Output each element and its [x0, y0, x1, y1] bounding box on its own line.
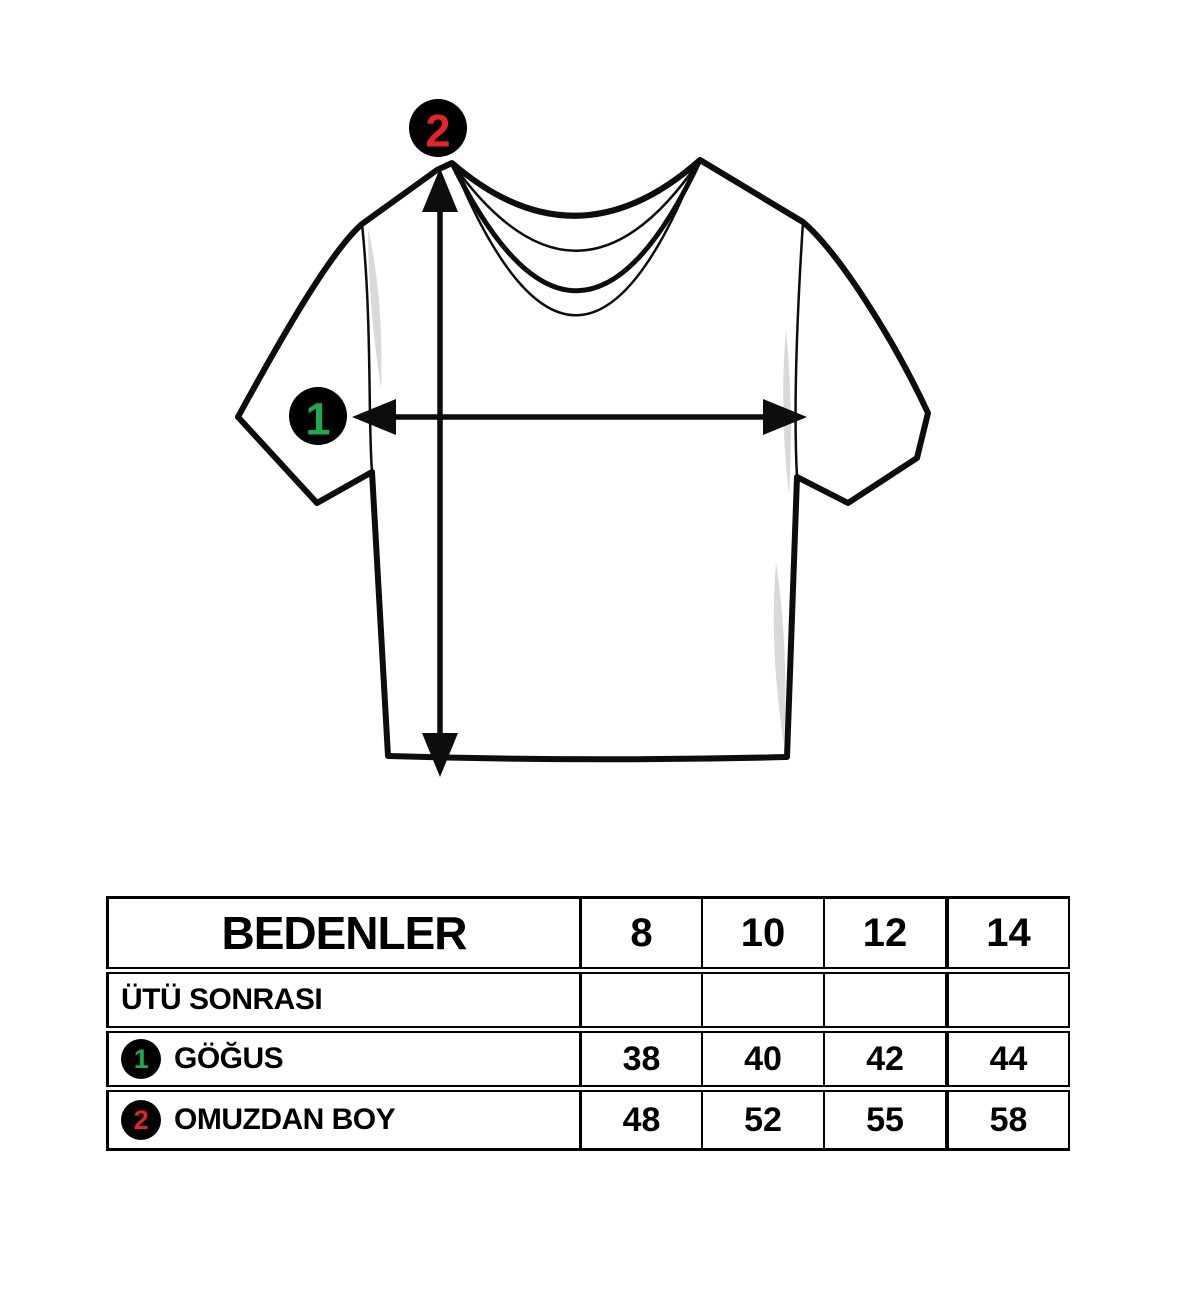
length-badge — [409, 99, 467, 157]
row-label-omuzdan-boy: OMUZDAN BOY — [174, 1103, 396, 1136]
size-col-12: 12 — [825, 896, 949, 969]
gogus-size-10: 40 — [703, 1031, 825, 1087]
size-col-14: 14 — [949, 896, 1070, 969]
empty-cell — [703, 972, 825, 1028]
row-omuzdan-boy — [106, 1090, 1070, 1151]
row-label-utu-sonrasi: ÜTÜ SONRASI — [121, 983, 323, 1016]
gogus-size-8: 38 — [582, 1031, 703, 1087]
row-gogus — [106, 1031, 1070, 1087]
size-table-title: BEDENLER — [106, 896, 582, 969]
empty-cell — [582, 972, 703, 1028]
size-table — [106, 893, 1070, 1154]
omuzdan-boy-size-12: 55 — [825, 1090, 949, 1151]
length-badge-table-icon: 2 — [121, 1100, 161, 1140]
row-utu-sonrasi — [106, 972, 1070, 1028]
row-label-gogus: GÖĞUS — [174, 1042, 284, 1075]
length-badge-number: 2 — [425, 105, 451, 157]
chest-badge-number: 1 — [305, 393, 331, 445]
size-table-header-row — [106, 896, 1070, 969]
omuzdan-boy-size-14: 58 — [949, 1090, 1070, 1151]
gogus-size-12: 42 — [825, 1031, 949, 1087]
empty-cell — [825, 972, 949, 1028]
size-col-8: 8 — [582, 896, 703, 969]
empty-cell — [949, 972, 1070, 1028]
chest-badge-table-icon: 1 — [121, 1039, 161, 1079]
omuzdan-boy-size-8: 48 — [582, 1090, 703, 1151]
omuzdan-boy-size-10: 52 — [703, 1090, 825, 1151]
gogus-size-14: 44 — [949, 1031, 1070, 1087]
chest-badge — [289, 387, 347, 445]
size-col-10: 10 — [703, 896, 825, 969]
